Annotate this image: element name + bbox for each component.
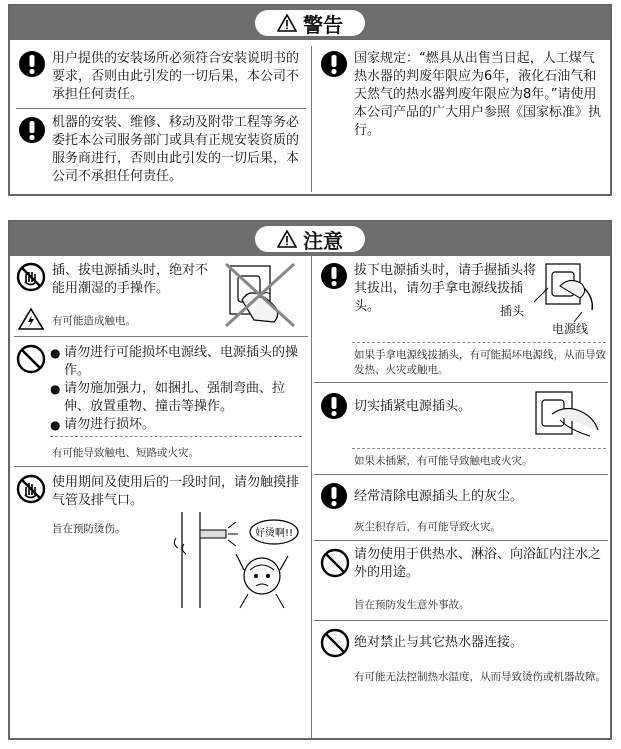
caution-header bbox=[10, 222, 610, 256]
warning-item-install-site: 用户提供的安装场所必须符合安装说明书的要求，否则由此引发的一切后果，本公司不承担任何责任。 bbox=[52, 51, 300, 102]
caution-wet-hands-note: 有可能造成触电。 bbox=[52, 315, 136, 327]
caution-cord-note: 有可能导致触电、短路或火灾。 bbox=[52, 447, 199, 459]
caution-use-text: 请勿使用于供热水、淋浴、向浴缸内注水之外的用途。 bbox=[354, 547, 602, 580]
caution-title: 注意 bbox=[303, 228, 343, 253]
caution-insert-text: 切实插紧电源插头。 bbox=[354, 399, 472, 414]
right-divider-1 bbox=[314, 382, 608, 383]
label-plug: 插头 bbox=[500, 304, 525, 318]
caution-exhaust-note: 旨在预防烫伤。 bbox=[52, 523, 126, 535]
warning-triangle-icon bbox=[277, 230, 297, 248]
plug-insert-illustration bbox=[530, 386, 602, 448]
right-divider-3 bbox=[314, 540, 608, 541]
caution-cord-bullet: ● 请勿施加强力，如捆扎、强制弯曲、拉伸、放置重物、撞击等操作。 bbox=[50, 380, 308, 416]
left-divider-2 bbox=[14, 466, 308, 467]
caution-wet-hands-text: 插、拔电源插头时，绝对不能用潮湿的手操作。 bbox=[52, 263, 209, 296]
warning-left-divider bbox=[16, 108, 306, 109]
caution-unplug-note: 如果手拿电源线拔插头，有可能损坏电源线，从而导致发热、火灾或触电。 bbox=[354, 349, 606, 376]
right-dashed-divider-1 bbox=[352, 342, 606, 343]
electric-shock-icon bbox=[18, 308, 44, 330]
caution-connect-note: 有可能无法控制热水温度，从而导致烫伤或机器故障。 bbox=[354, 671, 606, 683]
caution-exhaust-text: 使用期间及使用后的一段时间，请勿触摸排气管及排气口。 bbox=[52, 475, 300, 508]
no-touch-icon bbox=[16, 474, 46, 504]
caution-cord-list bbox=[50, 344, 308, 434]
right-divider-4 bbox=[314, 620, 608, 621]
exclamation-icon bbox=[320, 50, 348, 78]
warning-triangle-icon bbox=[277, 14, 297, 32]
caution-section bbox=[8, 220, 612, 740]
right-dashed-divider-2 bbox=[352, 448, 606, 449]
label-cord: 电源线 bbox=[552, 322, 589, 336]
caution-dust-text: 经常清除电源插头上的灰尘。 bbox=[354, 489, 524, 504]
warning-title: 警告 bbox=[303, 12, 343, 37]
warning-section bbox=[8, 4, 612, 196]
caution-cord-bullet: ● 请勿进行可能损坏电源线、电源插头的操作。 bbox=[50, 344, 308, 380]
warning-divider bbox=[311, 46, 312, 192]
exclamation-icon bbox=[320, 392, 348, 420]
exclamation-icon bbox=[320, 482, 348, 510]
left-divider-1 bbox=[14, 336, 308, 337]
caution-unplug-text: 拔下电源插头时，请手握插头将其拔出，请勿手拿电源线拔插头。 bbox=[354, 263, 537, 314]
exclamation-icon bbox=[18, 50, 46, 78]
prohibition-icon bbox=[320, 548, 350, 578]
hot-exhaust-illustration bbox=[170, 508, 306, 612]
right-divider-2 bbox=[314, 474, 608, 475]
exclamation-icon bbox=[18, 116, 46, 144]
exhaust-speech-bubble: 好烫啊!! bbox=[254, 528, 294, 539]
caution-use-note: 旨在预防发生意外事故。 bbox=[354, 599, 470, 611]
prohibition-icon bbox=[320, 628, 350, 658]
prohibition-icon bbox=[16, 344, 46, 374]
caution-dust-note: 灰尘积存后，有可能导致火灾。 bbox=[354, 521, 501, 533]
warning-title-pill bbox=[255, 10, 365, 36]
exclamation-icon bbox=[320, 262, 348, 290]
caution-cord-bullet: ● 请勿进行损坏。 bbox=[50, 416, 308, 434]
caution-divider bbox=[311, 256, 312, 738]
warning-item-installation-service: 机器的安装、维修、移动及附带工程等务必委托本公司服务部门或具有正规安装资质的服务商进行，否则由此引发的一切后果，本公司不承担任何责任。 bbox=[52, 115, 300, 184]
caution-insert-note: 如果未插紧，有可能导致触电或火灾。 bbox=[354, 455, 533, 467]
no-wet-hands-icon bbox=[16, 262, 46, 292]
warning-header bbox=[10, 6, 610, 40]
caution-title-pill bbox=[255, 226, 365, 252]
caution-connect-text: 绝对禁止与其它热水器连接。 bbox=[354, 635, 524, 650]
left-dashed-divider bbox=[50, 436, 302, 437]
warning-item-national-regulation: 国家规定：“燃具从出售当日起，人工煤气热水器的判废年限应为6年，液化石油气和天然气的热水器判废年限应为8年。”请使用本公司产品的广大用户参照《国家标准》执行。 bbox=[354, 51, 602, 138]
